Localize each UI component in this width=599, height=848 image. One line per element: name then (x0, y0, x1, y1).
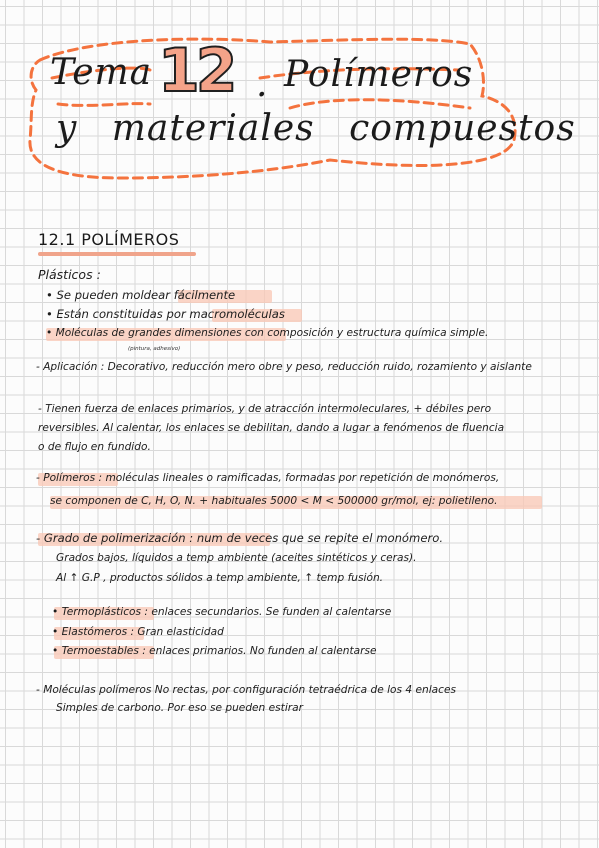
list-item: • Moléculas de grandes dimensiones con composición y estructura química simple. (46, 327, 489, 339)
text-line: Al ↑ G.P , productos sólidos a temp ambiente, ↑ temp fusión. (56, 572, 384, 584)
text-line: se componen de C, H, O, N. + habituales 5000 < M < 500000 gr/mol, ej: polietileno. (50, 495, 498, 507)
list-item: • Se pueden moldear fácilmente (46, 288, 236, 302)
text-line: - Grado de polimerización : num de veces que se repite el monómero. (36, 531, 443, 545)
aplicacion-note: (pintura, adhesivo) (128, 346, 181, 352)
aplicacion-text: - Aplicación : Decorativo, reducción mero obre y peso, reducción ruido, rozamiento y aislante (36, 361, 532, 373)
text-line: Grados bajos, líquidos a temp ambiente (aceites sintéticos y ceras). (56, 552, 417, 564)
list-item: • Están constituidas por macromoléculas (46, 307, 285, 321)
section-underline (38, 252, 196, 256)
list-item: • Termoestables : enlaces primarios. No funden al calentarse (52, 645, 377, 657)
text-line: o de flujo en fundido. (38, 441, 151, 453)
list-item: • Termoplásticos : enlaces secundarios. Se funden al calentarse (52, 606, 392, 618)
title-dot: . (256, 64, 269, 105)
section-heading: 12.1 POLÍMEROS (38, 230, 180, 249)
plasticos-heading: Plásticos : (38, 267, 101, 282)
title-number: 12 (158, 36, 234, 106)
title-word-polimeros: Polímeros (284, 54, 474, 95)
text-line: Simples de carbono. Por eso se pueden estirar (56, 702, 303, 714)
title-word-tema: Tema (50, 52, 153, 93)
list-item: • Elastómeros : Gran elasticidad (52, 626, 224, 638)
text-line: reversibles. Al calentar, los enlaces se debilitan, dando a lugar a fenómenos de fluencia (38, 422, 505, 434)
text-line: - Polímeros : moléculas lineales o ramificadas, formadas por repetición de monómeros, (36, 472, 500, 484)
title-line-2: y materiales compuestos (56, 108, 576, 149)
text-line: - Moléculas polímeros No rectas, por configuración tetraédrica de los 4 enlaces (36, 684, 457, 696)
text-line: - Tienen fuerza de enlaces primarios, y de atracción intermoleculares, + débiles pero (38, 403, 492, 415)
